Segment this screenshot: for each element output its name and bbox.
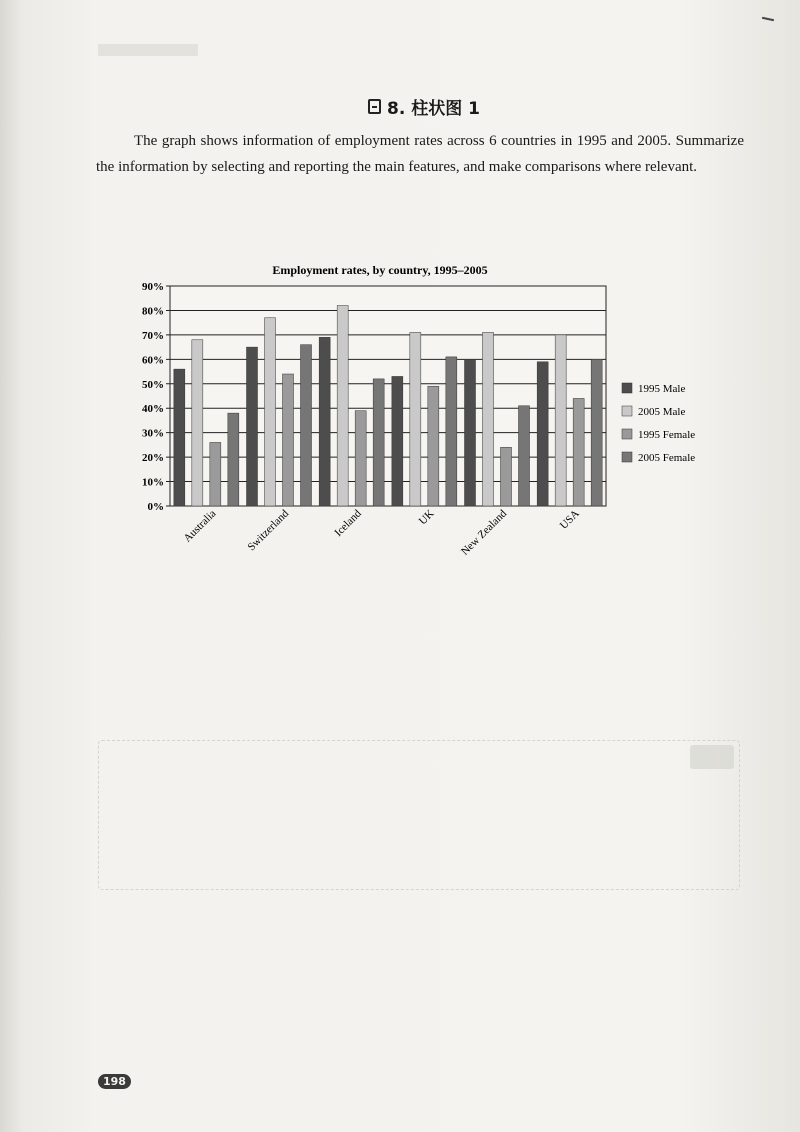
legend-swatch bbox=[622, 452, 632, 462]
bar bbox=[501, 447, 512, 506]
legend-label: 1995 Male bbox=[638, 383, 686, 395]
page-binding-shadow bbox=[0, 0, 22, 1132]
bar bbox=[210, 442, 221, 506]
bar bbox=[410, 332, 421, 506]
legend-label: 1995 Female bbox=[638, 429, 696, 441]
corner-mark bbox=[762, 17, 774, 21]
y-tick-label: 40% bbox=[142, 403, 164, 416]
y-tick-label: 30% bbox=[142, 427, 164, 440]
legend-label: 2005 Female bbox=[638, 452, 696, 464]
x-tick-label: Iceland bbox=[332, 507, 364, 540]
bar bbox=[301, 345, 312, 506]
section-heading bbox=[368, 94, 480, 119]
x-tick-label: New Zealand bbox=[458, 507, 510, 558]
section-heading-text: 8. 柱状图 1 bbox=[387, 99, 480, 119]
y-tick-label: 90% bbox=[142, 281, 164, 293]
bar bbox=[319, 337, 330, 506]
document-icon bbox=[368, 99, 381, 114]
task-prompt: The graph shows information of employment rates across 6 countries in 1995 and 2005. Summarize the information by selecting and reporting the main features, and make comparisons where relevant. bbox=[96, 133, 744, 175]
bar bbox=[283, 374, 294, 506]
page-number: 198 bbox=[98, 1074, 131, 1089]
bar bbox=[355, 411, 366, 506]
x-axis-labels bbox=[181, 507, 581, 558]
legend-swatch bbox=[622, 429, 632, 439]
y-tick-label: 0% bbox=[147, 501, 164, 513]
bar-chart bbox=[130, 260, 730, 560]
legend-swatch bbox=[622, 383, 632, 393]
bar bbox=[392, 376, 403, 506]
bar bbox=[446, 357, 457, 506]
bar bbox=[373, 379, 384, 506]
bar bbox=[573, 398, 584, 506]
bar bbox=[537, 362, 548, 506]
y-tick-label: 50% bbox=[142, 378, 164, 391]
x-tick-label: UK bbox=[416, 507, 437, 528]
bar bbox=[174, 369, 185, 506]
x-tick-label: Australia bbox=[181, 507, 219, 545]
bar bbox=[228, 413, 239, 506]
y-tick-label: 20% bbox=[142, 452, 164, 465]
chart-legend bbox=[622, 383, 695, 464]
y-tick-label: 80% bbox=[142, 305, 164, 318]
bar bbox=[591, 359, 602, 506]
y-axis-ticks bbox=[142, 281, 164, 513]
bar bbox=[247, 347, 258, 506]
y-tick-label: 60% bbox=[142, 354, 164, 367]
bar bbox=[465, 359, 476, 506]
x-tick-label: USA bbox=[557, 507, 582, 532]
legend-label: 2005 Male bbox=[638, 406, 686, 418]
bar bbox=[265, 318, 276, 506]
bar bbox=[483, 332, 494, 506]
bar bbox=[519, 406, 530, 506]
bleed-through-header bbox=[98, 44, 198, 56]
y-tick-label: 10% bbox=[142, 476, 164, 489]
bar bbox=[555, 335, 566, 506]
legend-swatch bbox=[622, 406, 632, 416]
y-tick-label: 70% bbox=[142, 329, 164, 342]
x-tick-label: Switzerland bbox=[245, 507, 292, 554]
chart-title: Employment rates, by country, 1995–2005 bbox=[272, 263, 488, 277]
bleed-through-box bbox=[98, 740, 740, 890]
bar bbox=[192, 340, 203, 506]
bar bbox=[428, 386, 439, 506]
bar bbox=[337, 306, 348, 506]
chart-svg bbox=[130, 260, 730, 560]
bleed-through-tab bbox=[690, 745, 734, 769]
